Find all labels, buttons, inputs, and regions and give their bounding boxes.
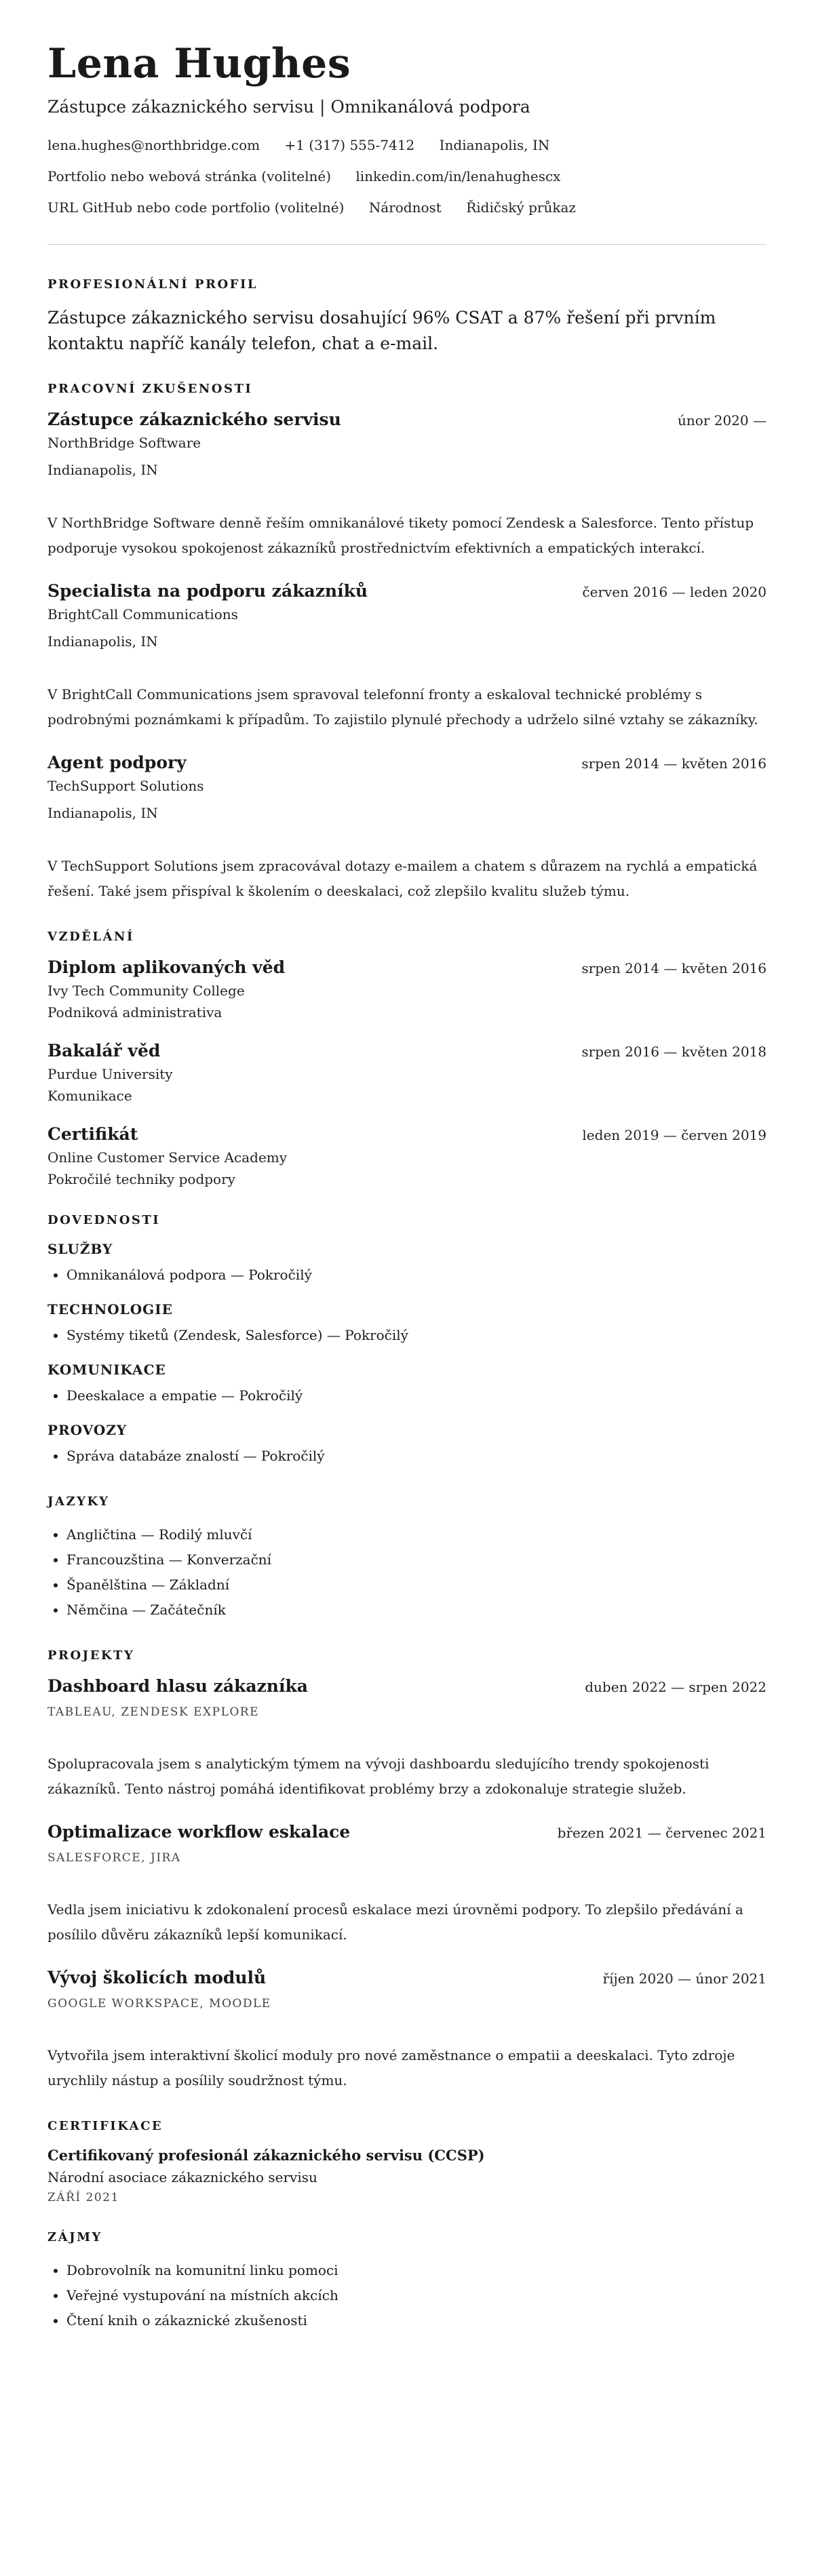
- project-name: Dashboard hlasu zákazníka: [47, 1676, 308, 1696]
- job-dates: únor 2020 —: [678, 412, 767, 429]
- portfolio-link[interactable]: Portfolio nebo webová stránka (volitelné): [47, 168, 332, 184]
- github-link[interactable]: URL GitHub nebo code portfolio (volitelné): [47, 199, 345, 216]
- nationality: Národnost: [368, 199, 442, 216]
- interests-section: [47, 2230, 767, 2333]
- project-description: Vedla jsem iniciativu k zdokonalení procesů eskalace mezi úrovněmi podpory. To zlepšilo předávání a posílilo důvěru zákazníků lepší komunikací.: [47, 1901, 743, 1943]
- experience-entry: [47, 753, 767, 904]
- job-title: Specialista na podporu zákazníků: [47, 581, 368, 601]
- interest-item: • Čtení knih o zákaznické zkušenosti: [66, 2308, 767, 2333]
- degree-title: Diplom aplikovaných věd: [47, 957, 286, 977]
- degree-title: Bakalář věd: [47, 1041, 161, 1061]
- skill-item: • Deeskalace a empatie — Pokročilý: [66, 1383, 767, 1408]
- resume-header: [47, 41, 767, 216]
- project-entry: [47, 1822, 767, 1947]
- section-title-experience: PRACOVNÍ ZKUŠENOSTI: [47, 382, 253, 396]
- project-entry: [47, 1968, 767, 2093]
- skill-group-title: PROVOZY: [47, 1422, 128, 1438]
- job-title: Zástupce zákaznického servisu: [47, 410, 341, 429]
- candidate-name: Lena Hughes: [47, 40, 351, 87]
- project-dates: březen 2021 — červenec 2021: [557, 1825, 767, 1841]
- experience-entry: [47, 581, 767, 732]
- job-company: NorthBridge Software: [47, 435, 201, 451]
- language-list: [47, 1522, 767, 1623]
- section-title-certifications: CERTIFIKACE: [47, 2119, 163, 2133]
- education-dates: srpen 2014 — květen 2016: [581, 960, 767, 976]
- project-name: Vývoj školicích modulů: [47, 1968, 267, 1987]
- job-description: V BrightCall Communications jsem spravoval telefonní fronty a eskaloval technické problémy s podrobnými poznámkami k případům. To zajistilo plynulé přechody a udrželo silné vztahy se zákazníky.: [47, 686, 758, 728]
- school-name: Purdue University: [47, 1066, 173, 1082]
- skill-group-title: KOMUNIKACE: [47, 1362, 166, 1378]
- language-item: • Angličtina — Rodilý mluvčí: [66, 1522, 767, 1547]
- certification-name: Certifikovaný profesionál zákaznického servisu (CCSP): [47, 2147, 485, 2164]
- job-dates: srpen 2014 — květen 2016: [581, 755, 767, 772]
- driving-license: Řidičský průkaz: [466, 199, 576, 216]
- section-title-interests: ZÁJMY: [47, 2230, 102, 2244]
- skill-item: • Správa databáze znalostí — Pokročilý: [66, 1444, 767, 1469]
- contact-row-3: [47, 199, 767, 216]
- skill-item: • Systémy tiketů (Zendesk, Salesforce) — Pokročilý: [66, 1323, 767, 1348]
- job-title: Agent podpory: [47, 753, 187, 772]
- job-company: BrightCall Communications: [47, 606, 238, 622]
- skill-list: [47, 1263, 767, 1288]
- job-location: Indianapolis, IN: [47, 462, 158, 478]
- field-of-study: Pokročilé techniky podpory: [47, 1171, 235, 1187]
- header-divider: [47, 244, 767, 245]
- contact-row-2: [47, 168, 767, 184]
- section-title-profile: PROFESIONÁLNÍ PROFIL: [47, 277, 258, 292]
- languages-section: [47, 1494, 767, 1623]
- skill-list: [47, 1383, 767, 1408]
- project-dates: duben 2022 — srpen 2022: [585, 1679, 767, 1695]
- field-of-study: Komunikace: [47, 1088, 132, 1104]
- section-title-languages: JAZYKY: [47, 1494, 110, 1509]
- project-entry: [47, 1676, 767, 1802]
- education-section: [47, 930, 767, 1187]
- project-description: Spolupracovala jsem s analytickým týmem na vývoji dashboardu sledujícího trendy spokojenosti zákazníků. Tento nástroj pomáhá identifikovat problémy brzy a zdokonaluje strategie služeb.: [47, 1756, 710, 1797]
- contact-row-1: [47, 137, 767, 153]
- certification-entry: [47, 2147, 767, 2204]
- project-tech: GOOGLE WORKSPACE, MOODLE: [47, 1997, 271, 2010]
- linkedin-link[interactable]: linkedin.com/in/lenahughescx: [355, 168, 561, 184]
- job-description: V NorthBridge Software denně řeším omnikanálové tikety pomocí Zendesk a Salesforce. Tento přístup podporuje vysokou spokojenost zákazníků prostřednictvím efektivních a empatických interakcí.: [47, 515, 754, 556]
- location: Indianapolis, IN: [439, 137, 550, 153]
- phone-number[interactable]: +1 (317) 555-7412: [284, 137, 415, 153]
- field-of-study: Podniková administrativa: [47, 1004, 222, 1021]
- skill-group-title: TECHNOLOGIE: [47, 1301, 173, 1317]
- certification-date: ZÁŘÍ 2021: [47, 2191, 119, 2204]
- skills-section: [47, 1213, 767, 1469]
- language-item: • Němčina — Začátečník: [66, 1598, 767, 1623]
- skill-list: [47, 1323, 767, 1348]
- education-dates: srpen 2016 — květen 2018: [581, 1044, 767, 1060]
- project-dates: říjen 2020 — únor 2021: [602, 1970, 767, 1987]
- section-title-projects: PROJEKTY: [47, 1648, 135, 1663]
- project-description: Vytvořila jsem interaktivní školicí moduly pro nové zaměstnance o empatii a deeskalaci. Tyto zdroje urychlily nástup a posílily soudržnost týmu.: [47, 2047, 735, 2088]
- section-title-education: VZDĚLÁNÍ: [47, 930, 134, 944]
- experience-entry: [47, 410, 767, 561]
- school-name: Ivy Tech Community College: [47, 983, 245, 999]
- project-tech: SALESFORCE, JIRA: [47, 1851, 181, 1865]
- profile-summary: Zástupce zákaznického servisu dosahující 96% CSAT a 87% řešení při prvním kontaktu napříč kanály telefon, chat a e-mail.: [47, 308, 716, 353]
- profile-section: [47, 277, 767, 356]
- education-dates: leden 2019 — červen 2019: [582, 1127, 767, 1143]
- skill-group-title: SLUŽBY: [47, 1241, 113, 1257]
- projects-section: [47, 1648, 767, 2093]
- interest-item: • Veřejné vystupování na místních akcích: [66, 2283, 767, 2308]
- section-title-skills: DOVEDNOSTI: [47, 1213, 161, 1227]
- certifications-section: [47, 2119, 767, 2204]
- email-link[interactable]: lena.hughes@northbridge.com: [47, 137, 260, 153]
- job-location: Indianapolis, IN: [47, 805, 158, 821]
- skill-list: [47, 1444, 767, 1469]
- job-company: TechSupport Solutions: [47, 778, 204, 794]
- language-item: • Francouzština — Konverzační: [66, 1547, 767, 1572]
- job-location: Indianapolis, IN: [47, 633, 158, 650]
- education-entry: [47, 1041, 767, 1104]
- project-name: Optimalizace workflow eskalace: [47, 1822, 351, 1842]
- experience-section: [47, 382, 767, 904]
- language-item: • Španělština — Základní: [66, 1572, 767, 1598]
- job-description: V TechSupport Solutions jsem zpracovával dotazy e-mailem a chatem s důrazem na rychlá a empatická řešení. Také jsem přispíval k školením o deeskalaci, což zlepšilo kvalitu služeb týmu.: [47, 858, 758, 899]
- candidate-tagline: Zástupce zákaznického servisu | Omnikanálová podpora: [47, 97, 530, 117]
- skill-item: • Omnikanálová podpora — Pokročilý: [66, 1263, 767, 1288]
- school-name: Online Customer Service Academy: [47, 1149, 288, 1166]
- education-entry: [47, 957, 767, 1021]
- certification-org: Národní asociace zákaznického servisu: [47, 2169, 317, 2185]
- job-dates: červen 2016 — leden 2020: [582, 584, 767, 600]
- education-entry: [47, 1124, 767, 1187]
- interest-list: [47, 2258, 767, 2333]
- project-tech: TABLEAU, ZENDESK EXPLORE: [47, 1705, 260, 1719]
- degree-title: Certifikát: [47, 1124, 138, 1144]
- interest-item: • Dobrovolník na komunitní linku pomoci: [66, 2258, 767, 2283]
